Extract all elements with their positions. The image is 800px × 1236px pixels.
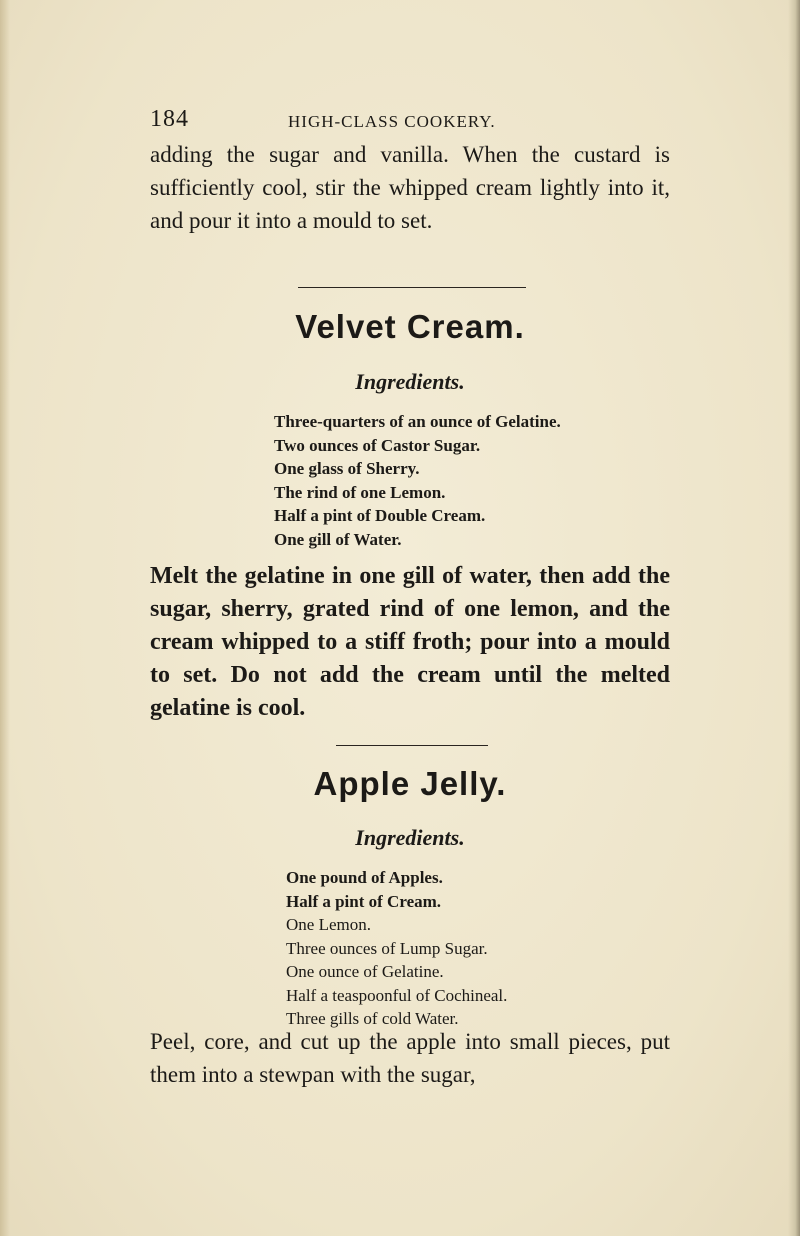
running-head: HIGH-CLASS COOKERY.: [288, 112, 496, 131]
ingredient-item: Half a pint of Cream.: [286, 891, 442, 911]
ingredients-heading: Ingredients.: [355, 369, 465, 394]
ingredient-item: Three gills of cold Water.: [286, 1009, 459, 1028]
intro-paragraph: adding the sugar and vanilla. When the custard is sufficiently cool, stir the whipped cream lightly into it, and pour it into a mould to set.: [150, 142, 670, 233]
running-header: [150, 106, 670, 136]
ingredients-list: [286, 866, 507, 1031]
ingredient-item: One pound of Apples.: [286, 868, 443, 887]
recipe-title-apple-jelly: Apple Jelly.: [313, 765, 507, 802]
page-edge-left: [0, 0, 10, 1236]
method-paragraph: Peel, core, and cut up the apple into small pieces, put them into a stewpan with the sugar,: [150, 1029, 670, 1087]
ingredients-list: [274, 410, 561, 551]
ingredient-item: One ounce of Gelatine.: [286, 962, 444, 981]
ingredient-item: Two ounces of Castor Sugar.: [274, 435, 481, 455]
ingredient-item: Three-quarters of an ounce of Gelatine.: [274, 412, 561, 431]
ingredient-item: Half a teaspoonful of Cochineal.: [286, 985, 508, 1005]
recipe-title-velvet-cream: Velvet Cream.: [295, 308, 525, 345]
section-divider: [336, 745, 488, 746]
method-paragraph: Melt the gelatine in one gill of water, then add the sugar, sherry, grated rind of one lemon, and the cream whipped to a stiff froth; pour into a mould to set. Do not add the cream until the melted gelatine is cool.: [150, 563, 670, 721]
ingredients-heading: Ingredients.: [355, 825, 465, 850]
ingredient-item: One Lemon.: [286, 915, 371, 934]
section-divider: [298, 287, 526, 288]
page-number: 184: [150, 106, 189, 132]
ingredient-item: One gill of Water.: [274, 529, 402, 549]
ingredient-item: Half a pint of Double Cream.: [274, 506, 486, 525]
page-edge-right: [788, 0, 800, 1236]
ingredient-item: Three ounces of Lump Sugar.: [286, 938, 488, 958]
ingredient-item: The rind of one Lemon.: [274, 482, 446, 502]
ingredient-item: One glass of Sherry.: [274, 459, 420, 478]
